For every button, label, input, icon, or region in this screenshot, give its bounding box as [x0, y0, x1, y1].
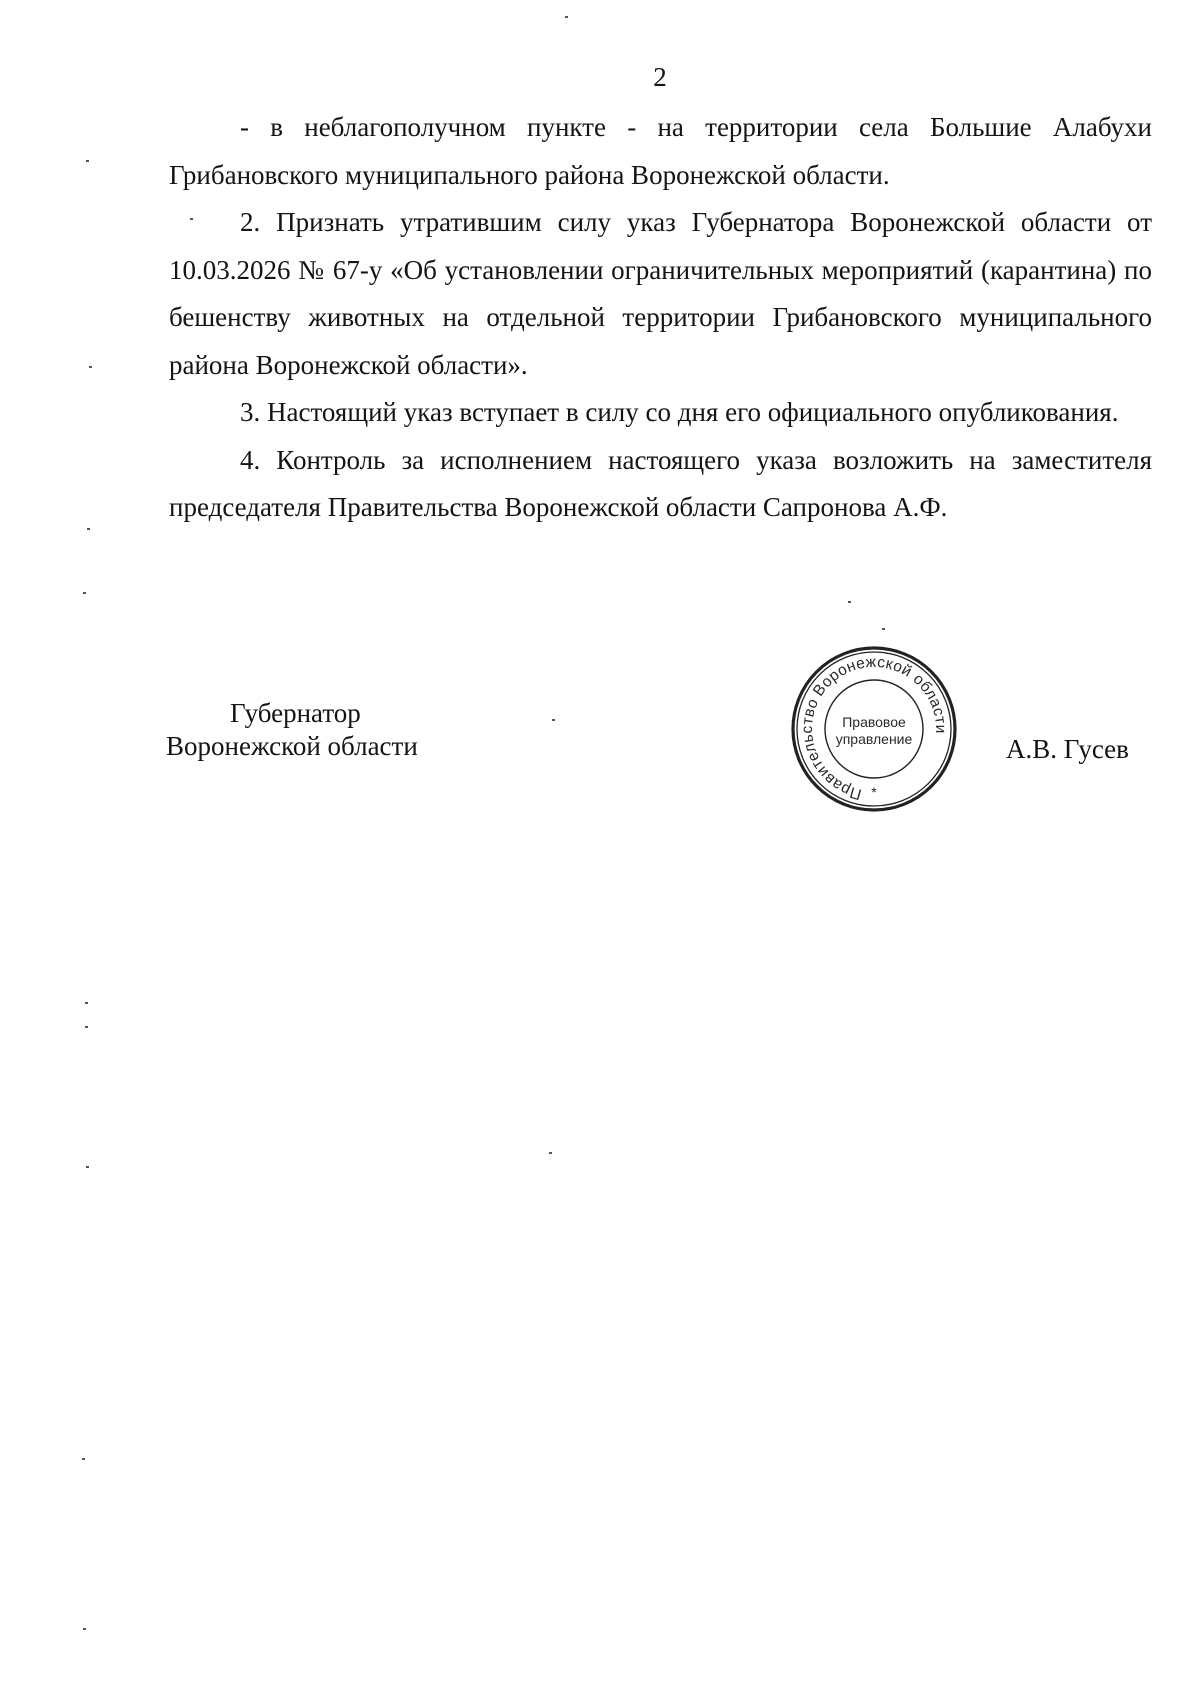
scan-speck	[82, 1458, 85, 1460]
scan-speck	[83, 1628, 86, 1630]
signatory-position	[166, 697, 418, 763]
scan-speck	[86, 160, 89, 162]
scan-speck	[85, 1026, 88, 1028]
signatory-organization: Воронежской области	[166, 731, 418, 761]
signatory-name: А.В. Гусев	[1006, 734, 1129, 764]
scan-speck	[882, 628, 885, 630]
scan-speck	[85, 1002, 88, 1004]
signatory-title: Губернатор	[230, 698, 361, 728]
paragraph-entry-into-force: 3. Настоящий указ вступает в силу со дня его официального опубликования.	[240, 397, 1119, 427]
scan-speck	[565, 16, 568, 18]
scan-speck	[83, 592, 86, 594]
scan-speck	[552, 719, 555, 721]
page-number: 2	[653, 62, 667, 92]
paragraph-repeal-decree: 2. Признать утратившим силу указ Губернатора Воронежской области от 10.03.2026 № 67-у «Об установлении ограничительных мероприятий (карантина) по бешенству животных на отдельной территории Грибановского муниципального района Воронежской области».	[169, 207, 1152, 380]
stamp-center-line-2: управление	[835, 731, 913, 747]
scan-speck	[549, 1152, 552, 1154]
paragraph-quarantine-location: - в неблагополучном пункте - на территории села Большие Алабухи Грибановского муниципального района Воронежской области.	[169, 112, 1152, 190]
scan-speck	[848, 601, 851, 603]
official-stamp	[789, 643, 959, 815]
scan-speck	[86, 1166, 89, 1168]
stamp-center-line-1: Правовое	[842, 714, 906, 730]
scan-speck	[87, 528, 90, 530]
decree-body	[169, 104, 1152, 532]
paragraph-control: 4. Контроль за исполнением настоящего указа возложить на заместителя председателя Правительства Воронежской области Сапронова А.Ф.	[169, 444, 1152, 522]
stamp-ring-text: Правительство Воронежской области	[798, 653, 950, 803]
stamp-seal-graphic	[789, 643, 959, 815]
scan-speck	[89, 366, 92, 368]
scan-speck	[190, 218, 193, 220]
stamp-star: *	[871, 784, 877, 800]
